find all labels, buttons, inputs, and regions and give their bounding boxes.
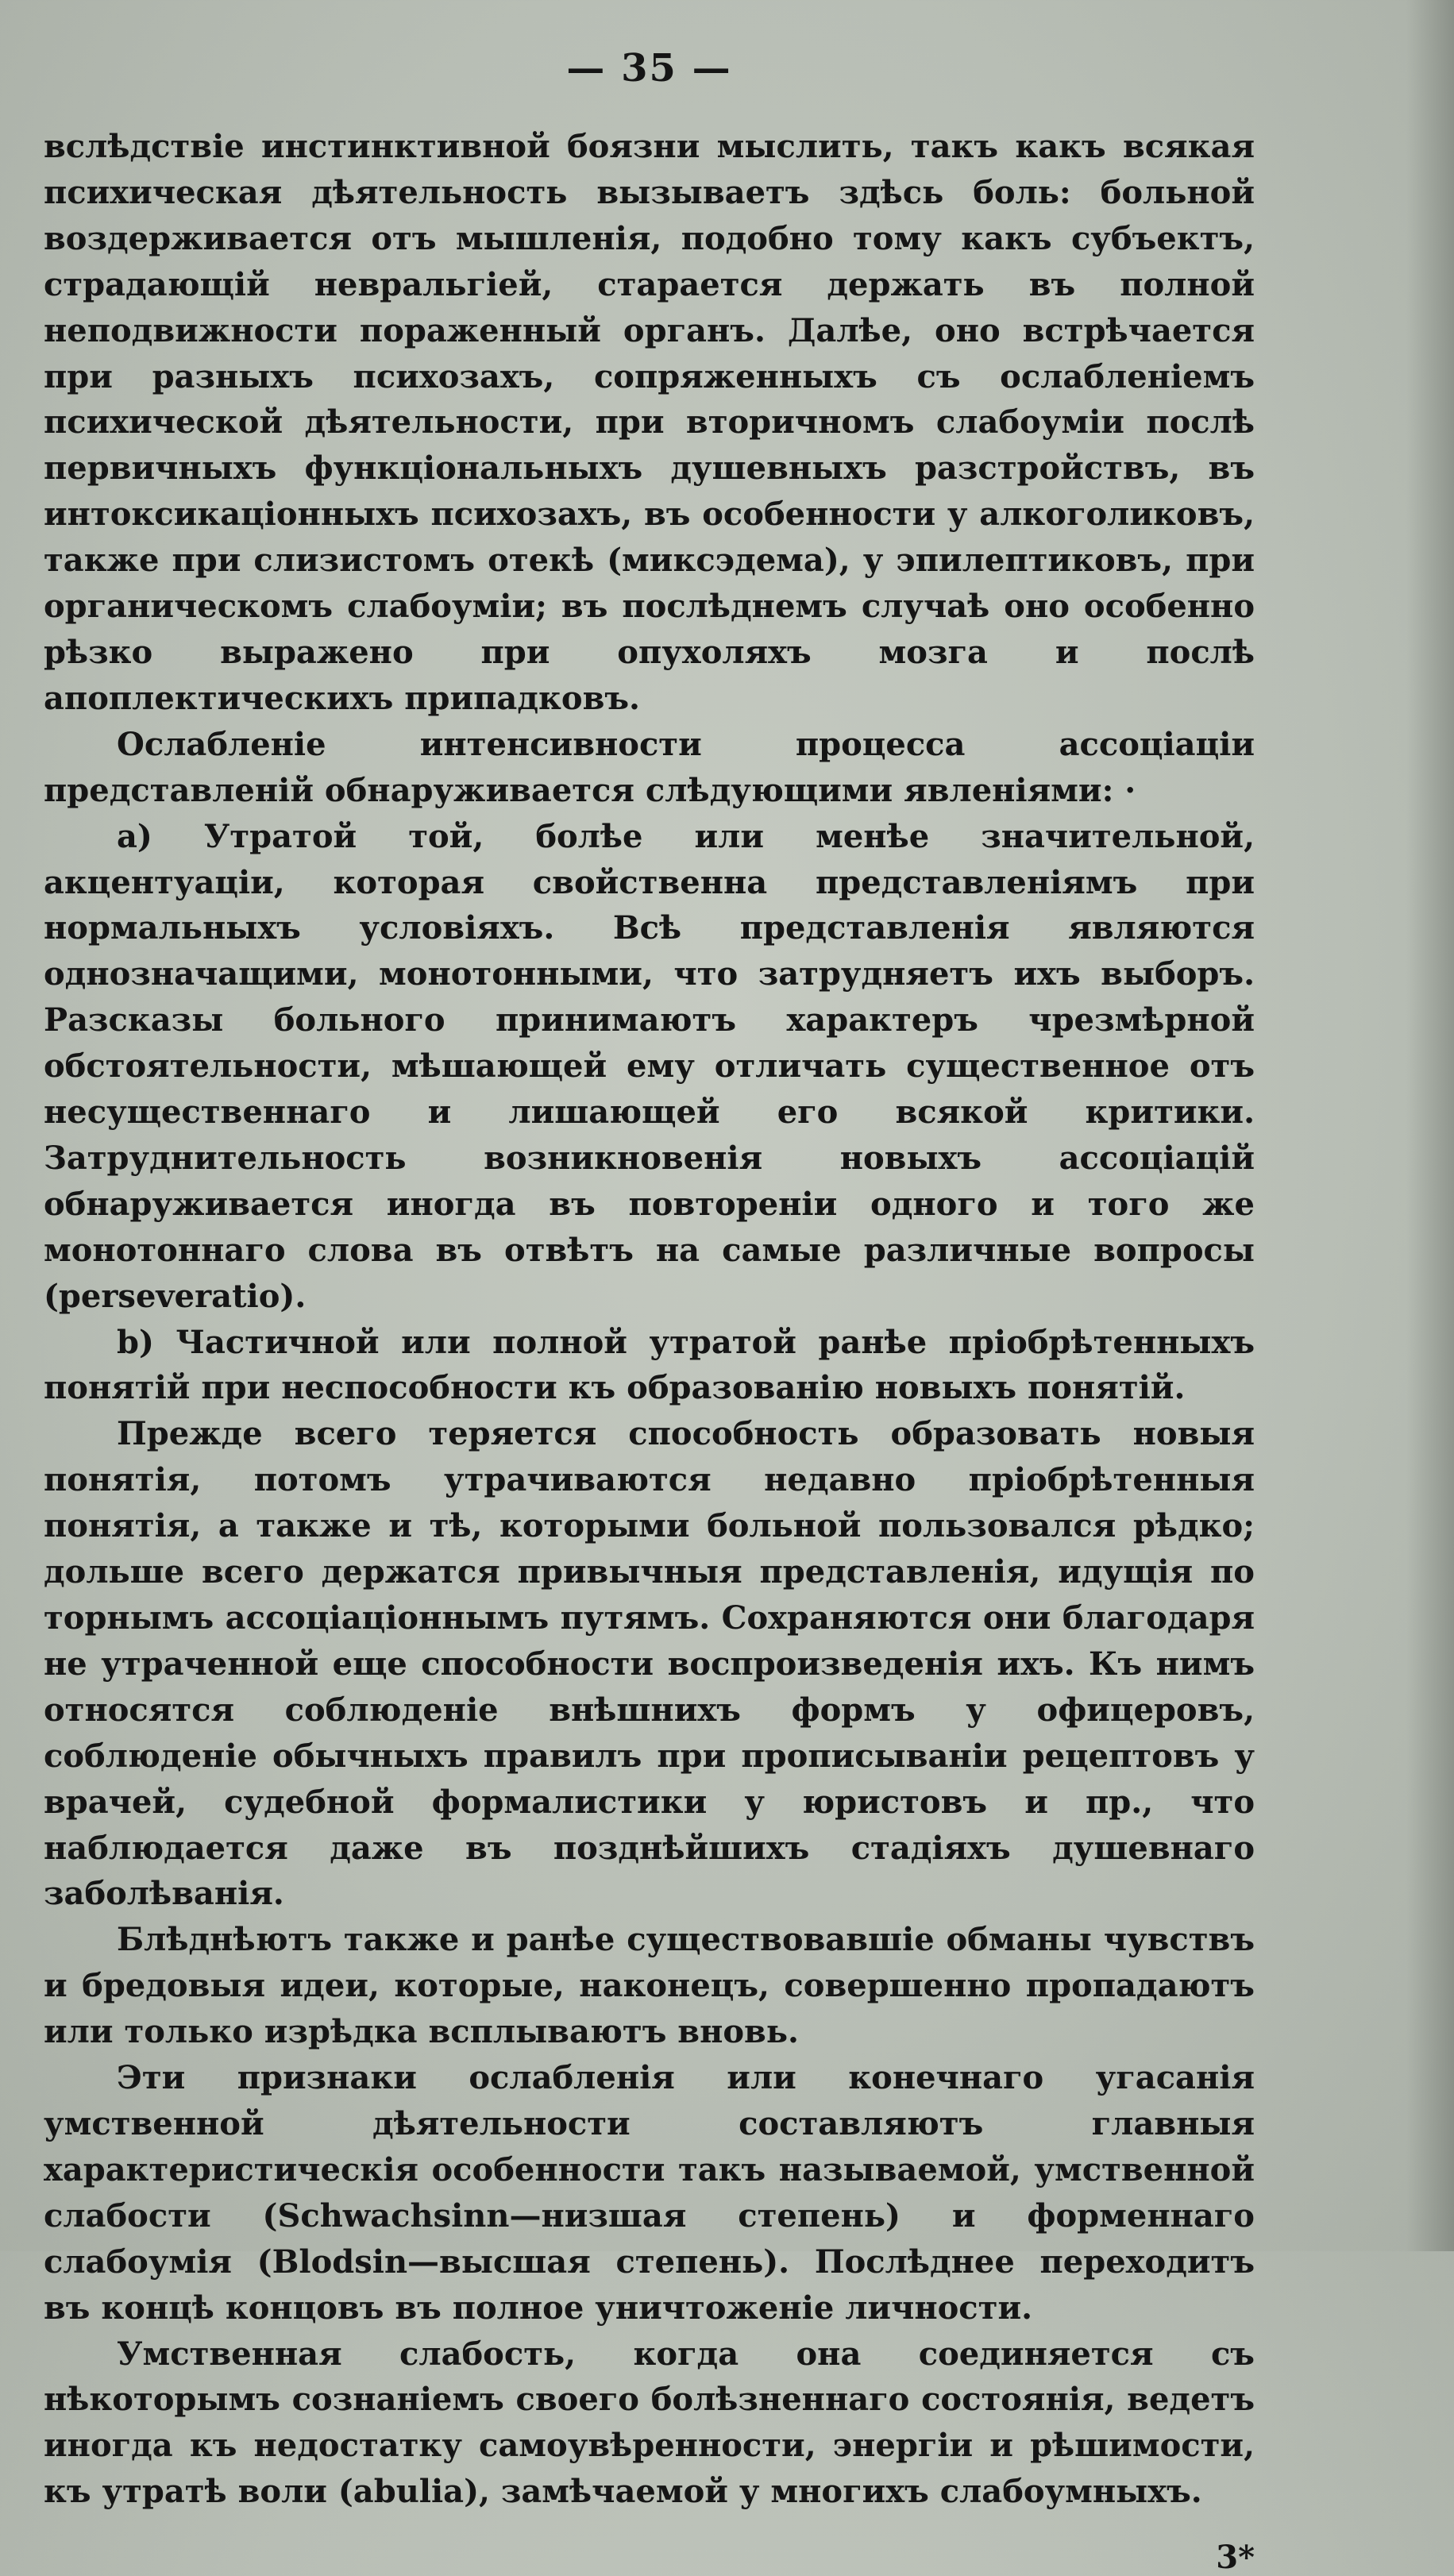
book-page [44,40,1255,2576]
paragraph-item-b: b) Частичной или полной утратой ранѣе пріобрѣтенныхъ понятій при неспособности къ образованію новыхъ понятій. [44,1323,1255,1407]
paragraph-abulia: Умственная слабость, когда она соединяется съ нѣкоторымъ сознаніемъ своего болѣзненнаго состоянія, ведетъ иногда къ недостатку самоувѣренности, энергіи и рѣшимости, къ утратѣ воли (abulia), замѣчаемой у многихъ слабоумныхъ. [44,2335,1255,2511]
paragraph-loss-of-concepts: Прежде всего теряется способность образовать новыя понятія, потомъ утрачиваются недавно пріобрѣтенныя понятія, а также и тѣ, которыми больной пользовался рѣдко; дольше всего держатся привычныя представленія, идущія по торнымъ ассоціаціоннымъ путямъ. Сохраняются они благодаря не утраченной еще способности воспроизведенія ихъ. Къ нимъ относятся соблюденіе внѣшнихъ формъ у офицеровъ, соблюденіе обычныхъ правилъ при прописываніи рецептовъ у врачей, судебной формалистики у юристовъ и пр., что наблюдается даже въ позднѣйшихъ стадіяхъ душевнаго заболѣванія. [44,1415,1255,1913]
paragraph-continuation: вслѣдствіе инстинктивной боязни мыслить, такъ какъ всякая психическая дѣятельность вызываетъ здѣсь боль: больной воздерживается отъ мышленія, подобно тому какъ субъектъ, страдающій невральгіей, старается держать въ полной неподвижности пораженный органъ. Далѣе, оно встрѣчается при разныхъ психозахъ, сопряженныхъ съ ослабленіемъ психической дѣятельности, при вторичномъ слабоуміи послѣ первичныхъ функціональныхъ душевныхъ разстройствъ, въ интоксикаціонныхъ психозахъ, въ особенности у алкоголиковъ, также при слизистомъ отекѣ (миксэдема), у эпилептиковъ, при органическомъ слабоуміи; въ послѣднемъ случаѣ оно особенно рѣзко выражено при опухоляхъ мозга и послѣ апоплектическихъ припадковъ. [44,128,1255,717]
paragraph-weakness-signs: Эти признаки ослабленія или конечнаго угасанія умственной дѣятельности составляютъ главныя характеристическія особенности такъ называемой, умственной слабости (Schwachsinn—низшая степень) и форменнаго слабоумія (Blodsin—высшая степень). Послѣднее переходитъ въ концѣ концовъ въ полное уничтоженіе личности. [44,2059,1255,2327]
paragraph-item-a: a) Утратой той, болѣе или менѣе значительной, акцентуаціи, которая свойственна представленіямъ при нормальныхъ условіяхъ. Всѣ представленія являются однозначащими, монотонными, что затрудняетъ ихъ выборъ. Разсказы больного принимаютъ характеръ чрезмѣрной обстоятельности, мѣшающей ему отличать существенное отъ несущественнаго и лишающей его всякой критики. Затруднительность возникновенія новыхъ ассоціацій обнаруживается иногда въ повтореніи одного и того же монотоннаго слова въ отвѣтъ на самые различные вопросы (perseveratio). [44,817,1255,1315]
paragraph-fading-delusions: Блѣднѣютъ также и ранѣе существовавшіе обманы чувствъ и бредовыя идеи, которые, наконецъ, совершенно пропадаютъ или только изрѣдка всплываютъ вновь. [44,1921,1255,2051]
paragraph-association-weakening: Ослабленіе интенсивности процесса ассоціаціи представленій обнаруживается слѣдующими явленіями: · [44,725,1255,809]
signature-mark: 3* [1216,2539,1255,2576]
page-number: — 35 — [566,46,732,91]
page-edge-shadow [1406,0,1454,2251]
